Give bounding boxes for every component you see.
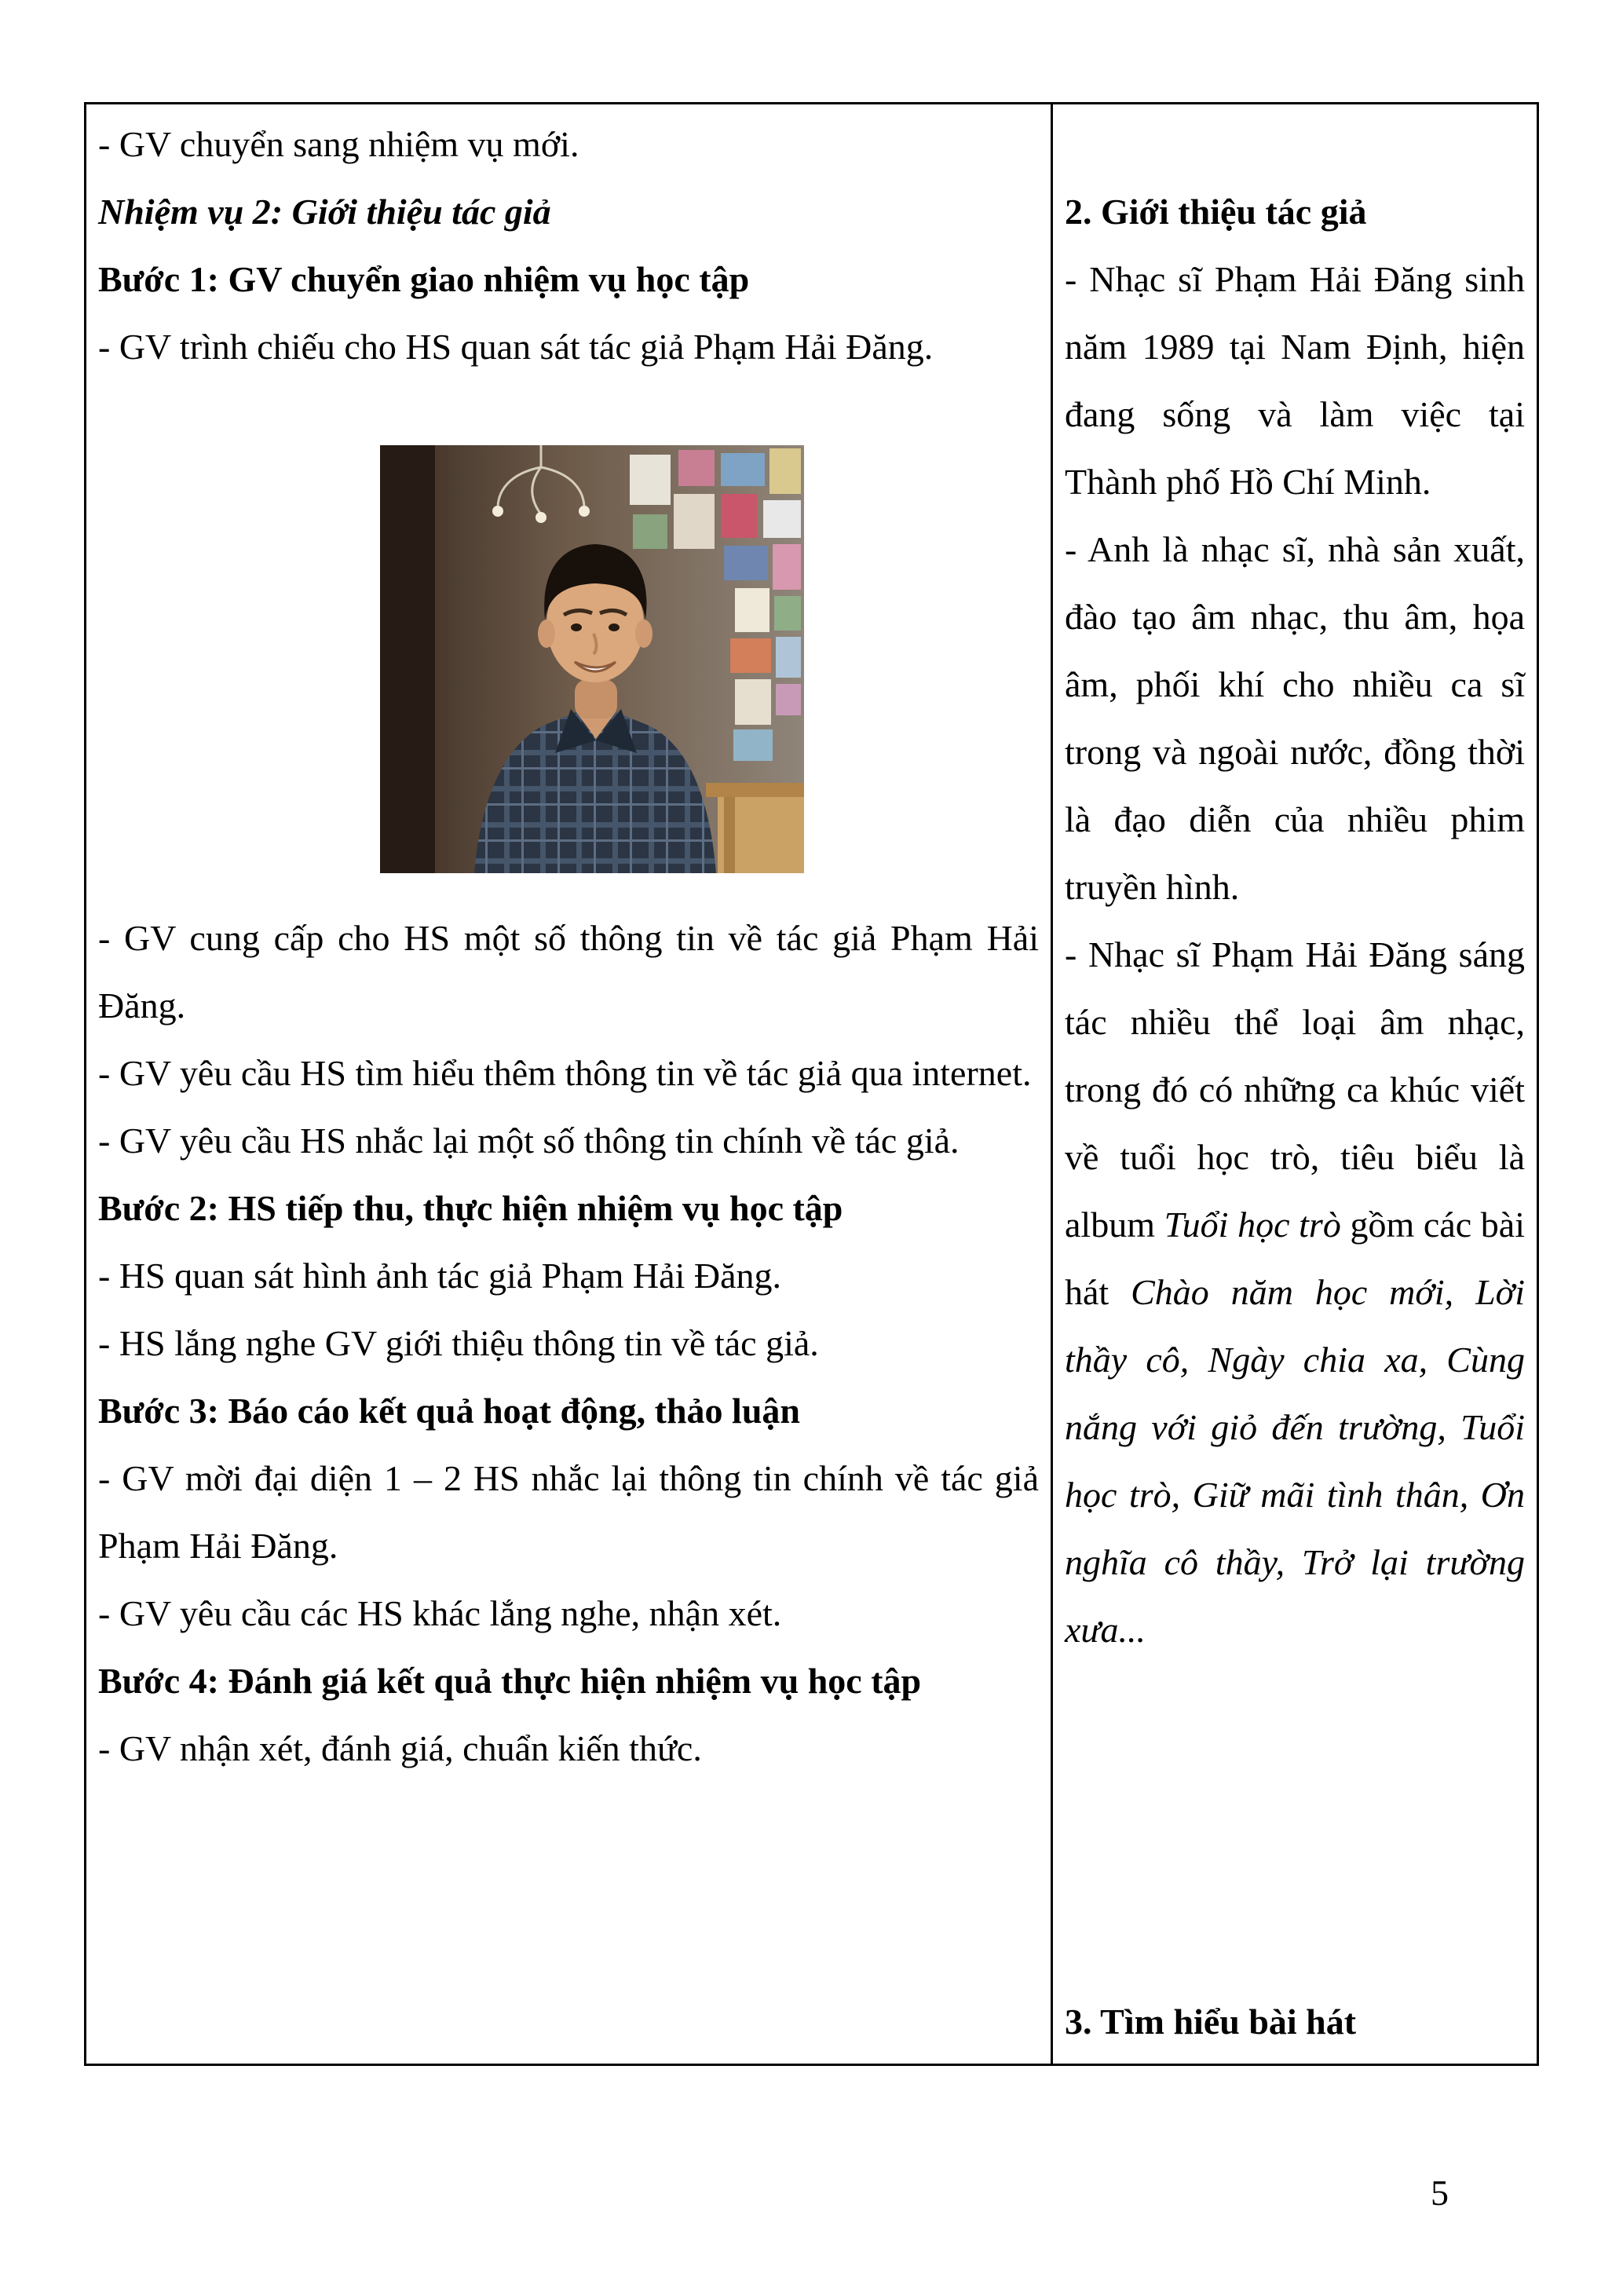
text-run: - GV chuyển sang nhiệm vụ mới. [98,124,579,164]
paragraph-gv-chuyen-sang [98,111,1039,178]
text-run: - GV trình chiếu cho HS quan sát tác giả Phạm Hải Đăng. [98,327,934,367]
text-run: - HS quan sát hình ảnh tác giả Phạm Hải Đăng. [98,1256,781,1296]
text-run: - GV cung cấp cho HS một số thông tin về tác giả Phạm Hải Đăng. [98,918,1039,1026]
text-run: 3. Tìm hiểu bài hát [1065,2002,1357,2042]
text-run: Bước 2: HS tiếp thu, thực hiện nhiệm vụ học tập [98,1188,843,1228]
paragraph-gv-trinh-chieu [98,313,1039,381]
text-run: Bước 4: Đánh giá kết quả thực hiện nhiệm vụ học tập [98,1661,922,1701]
paragraph-nhac-si-sinh-nam [1065,246,1525,516]
left-cell [86,104,1053,2064]
author-photo [380,445,804,873]
text-run: Bước 3: Báo cáo kết quả hoạt động, thảo luận [98,1391,800,1431]
heading-nhiem-vu-2 [98,178,1039,246]
paragraph-hs-lang-nghe [98,1310,1039,1377]
page-number: 5 [1431,2173,1449,2213]
lesson-plan-table [84,102,1539,2066]
paragraph-sang-tac [1065,921,1525,1664]
text-run: - Nhạc sĩ Phạm Hải Đăng sinh năm 1989 tại Nam Định, hiện đang sống và làm việc tại Thành phố Hồ Chí Minh. [1065,259,1525,502]
text-run: 2. Giới thiệu tác giả [1065,192,1367,232]
wooden-chair [706,783,804,873]
heading-gioi-thieu-tac-gia [1065,178,1525,246]
paragraph-hs-quan-sat [98,1242,1039,1310]
text-run: - GV nhận xét, đánh giá, chuẩn kiến thức. [98,1728,702,1768]
text-run: - GV yêu cầu HS nhắc lại một số thông tin chính về tác giả. [98,1121,960,1161]
heading-buoc-3 [98,1377,1039,1445]
heading-buoc-4 [98,1647,1039,1715]
author-photo-graphic [380,445,804,873]
text-run: - HS lắng nghe GV giới thiệu thông tin về tác giả. [98,1323,819,1363]
text-run: - GV yêu cầu HS tìm hiểu thêm thông tin về tác giả qua internet. [98,1053,1032,1093]
paragraph-gv-nhan-xet [98,1715,1039,1782]
heading-tim-hieu-bai-hat [1065,1988,1525,2056]
paragraph-gv-yeu-cau-tim-hieu [98,1040,1039,1107]
text-run: - GV mời đại diện 1 – 2 HS nhắc lại thông tin chính về tác giả Phạm Hải Đăng. [98,1458,1039,1566]
text-run: - GV yêu cầu các HS khác lắng nghe, nhận xét. [98,1593,782,1633]
heading-buoc-1 [98,246,1039,313]
paragraph-gv-yeu-cau-khac [98,1580,1039,1647]
paragraph-anh-la-nhac-si [1065,516,1525,921]
text-run: Tuổi học trò [1164,1205,1341,1245]
paragraph-gv-cung-cap [98,905,1039,1040]
right-cell [1053,104,1537,2064]
text-run: gồm các bài hát [1065,1205,1525,1312]
text-run: Chào năm học mới, Lời thầy cô, Ngày chia xa, Cùng nắng với giỏ đến trường, Tuổi học trò, Giữ mãi tình thân, Ơn nghĩa cô thầy, Trở lại trường xưa... [1065,1272,1526,1650]
paragraph-gv-yeu-cau-nhac-lai [98,1107,1039,1175]
heading-buoc-2 [98,1175,1039,1242]
text-run: - Nhạc sĩ Phạm Hải Đăng sáng tác nhiều thể loại âm nhạc, trong đó có những ca khúc viết về tuổi học trò, tiêu biểu là album [1065,934,1525,1245]
text-run: Bước 1: GV chuyển giao nhiệm vụ học tập [98,259,750,299]
text-run: - Anh là nhạc sĩ, nhà sản xuất, đào tạo âm nhạc, thu âm, họa âm, phối khí cho nhiều ca sĩ trong và ngoài nước, đồng thời là đạo diễn của nhiều phim truyền hình. [1065,529,1525,907]
paragraph-gv-moi-dai-dien [98,1445,1039,1580]
text-run: Nhiệm vụ 2: Giới thiệu tác giả [98,192,551,232]
blank-line [1065,111,1525,178]
